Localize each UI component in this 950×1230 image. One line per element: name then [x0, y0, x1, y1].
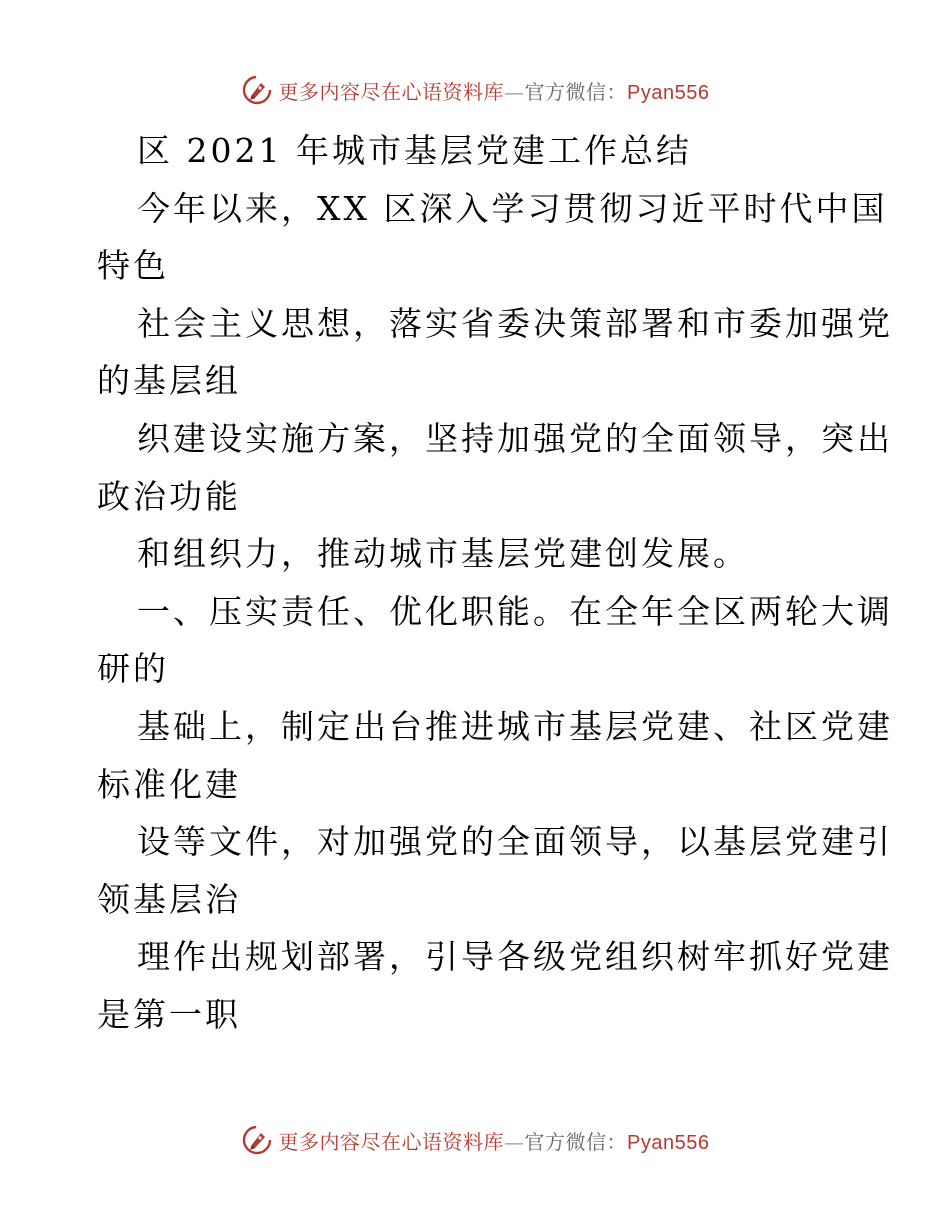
- text-line: 理作出规划部署，引导各级党组织树牢抓好党建: [137, 937, 893, 977]
- text-line: 社会主义思想，落实省委决策部署和市委加强党: [137, 303, 893, 343]
- text-line: 研的: [97, 649, 169, 689]
- text-line: 基础上，制定出台推进城市基层党建、社区党建: [137, 706, 893, 746]
- footer-brand: 更多内容尽在心语资料库: [278, 1129, 505, 1154]
- footer-banner: [0, 1120, 950, 1160]
- pen-nib-logo-icon: [241, 1124, 273, 1156]
- text-line: 政治功能: [97, 476, 241, 516]
- text-line: 和组织力，推动城市基层党建创发展。: [137, 534, 749, 574]
- text-line: 标准化建: [97, 764, 241, 804]
- text-line: 织建设实施方案，坚持加强党的全面领导，突出: [137, 418, 893, 458]
- document-body: [97, 122, 893, 1044]
- footer-wechat-label: 官方微信：: [524, 1129, 628, 1154]
- footer-wechat-id: Pyan556: [627, 1131, 710, 1154]
- header-banner: [0, 70, 950, 110]
- text-line: 的基层组: [97, 361, 241, 401]
- text-line: 区 2021 年城市基层党建工作总结: [137, 131, 692, 170]
- header-wechat-id: Pyan556: [627, 81, 710, 104]
- header-brand: 更多内容尽在心语资料库: [278, 79, 505, 104]
- text-line: 一、压实责任、优化职能。在全年全区两轮大调: [137, 591, 893, 631]
- text-line: 是第一职: [97, 994, 241, 1034]
- text-line: 特色: [97, 246, 169, 286]
- pen-nib-logo-icon: [241, 74, 273, 106]
- footer-dash: —: [504, 1129, 525, 1154]
- text-line: 领基层治: [97, 879, 241, 919]
- header-dash: —: [504, 79, 525, 104]
- text-line: 设等文件，对加强党的全面领导，以基层党建引: [137, 822, 893, 862]
- text-line: 今年以来，XX 区深入学习贯彻习近平时代中国: [137, 188, 888, 228]
- header-wechat-label: 官方微信：: [524, 79, 628, 104]
